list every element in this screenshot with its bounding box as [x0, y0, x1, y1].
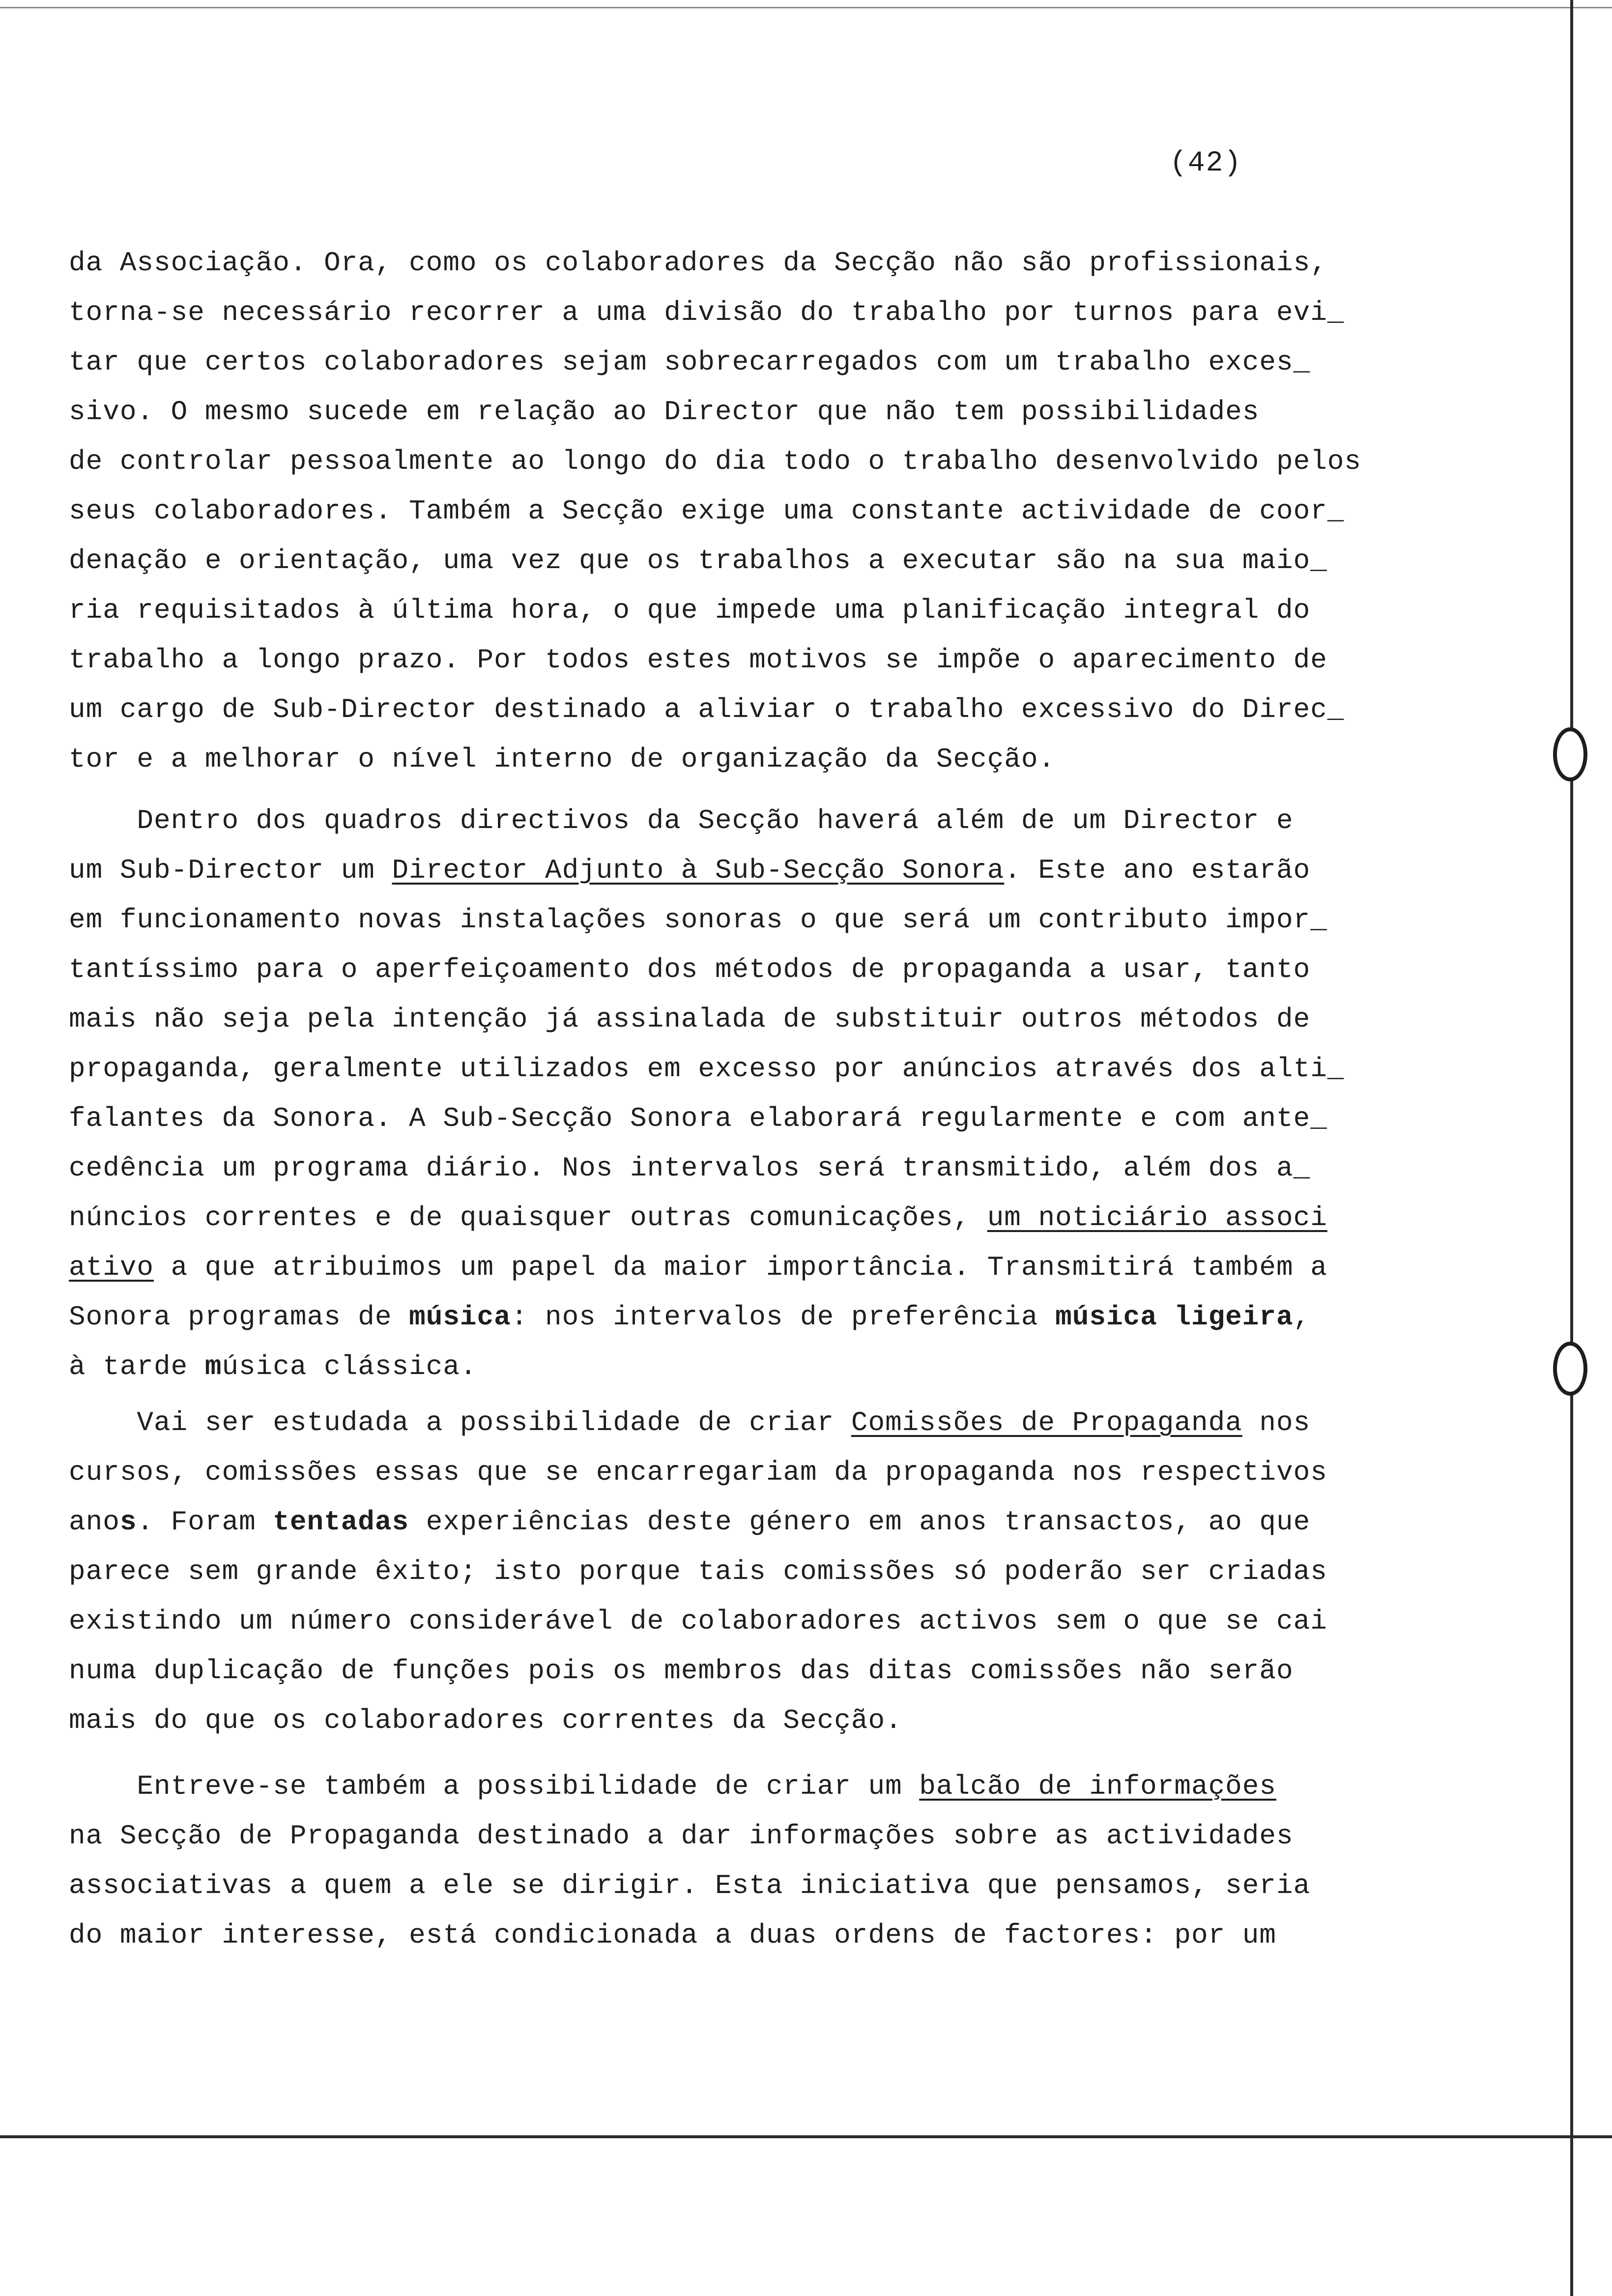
text-line — [69, 345, 1310, 379]
text-line — [69, 952, 1310, 987]
underlined-text: balcão de informações — [919, 1771, 1276, 1802]
text-line — [69, 853, 1310, 888]
text-run: tor e a melhorar o nível interno de organização da Secção. — [69, 744, 1056, 775]
text-line — [69, 1769, 1276, 1804]
text-line — [69, 903, 1327, 937]
text-line — [69, 1455, 1327, 1490]
text-run: mais não seja pela intenção já assinalada de substituir outros métodos de — [69, 1004, 1311, 1035]
text-run: tar que certos colaboradores sejam sobrecarregados com um trabalho exces_ — [69, 346, 1311, 378]
text-line — [69, 1554, 1327, 1589]
text-run: na Secção de Propaganda destinado a dar informações sobre as actividades — [69, 1820, 1294, 1852]
text-line — [69, 1349, 477, 1384]
text-run: cedência um programa diário. Nos intervalos será transmitido, além dos a_ — [69, 1152, 1311, 1184]
text-line — [69, 593, 1310, 628]
text-run: um Sub-Director um — [69, 855, 392, 886]
text-run: mais do que os colaboradores correntes da Secção. — [69, 1705, 902, 1736]
binder-edge-line — [1570, 0, 1573, 2296]
text-line — [69, 1868, 1310, 1903]
text-line — [69, 494, 1344, 528]
binder-hole-icon — [1553, 1342, 1587, 1396]
underlined-text: ativo — [69, 1252, 154, 1283]
text-line — [69, 1201, 1327, 1235]
bold-text: música ligeira — [1055, 1301, 1294, 1333]
underlined-text: Director Adjunto à Sub-Secção Sonora — [392, 855, 1005, 886]
underlined-text: Comissões de Propaganda — [851, 1407, 1242, 1438]
text-run: a que atribuimos um papel da maior importância. Transmitirá também a — [154, 1252, 1327, 1283]
text-run: em funcionamento novas instalações sonoras o que será um contributo impor_ — [69, 904, 1327, 936]
text-line — [69, 1918, 1276, 1952]
binder-hole-icon — [1553, 727, 1587, 781]
text-run: ria requisitados à última hora, o que impede uma planificação integral do — [69, 595, 1311, 626]
text-line — [69, 246, 1327, 280]
text-run: associativas a quem a ele se dirigir. Esta iniciativa que pensamos, seria — [69, 1870, 1311, 1901]
text-run: propaganda, geralmente utilizados em excesso por anúncios através dos alti_ — [69, 1053, 1345, 1085]
text-line — [69, 643, 1327, 677]
text-run: : nos intervalos de preferência — [511, 1301, 1056, 1333]
text-run: experiências deste género em anos transactos, ao que — [409, 1506, 1311, 1538]
text-run: Dentro dos quadros directivos da Secção haverá além de um Director e — [69, 805, 1294, 836]
text-line — [69, 804, 1294, 838]
text-line — [69, 1703, 902, 1738]
text-line — [69, 1052, 1344, 1086]
text-line — [69, 1654, 1294, 1688]
text-run: torna-se necessário recorrer a uma divisão do trabalho por turnos para evi_ — [69, 297, 1345, 328]
text-run: . Foram — [137, 1506, 273, 1538]
underlined-text: um noticiário associ — [987, 1202, 1327, 1234]
bold-text: música — [409, 1301, 511, 1333]
text-run: um cargo de Sub-Director destinado a aliviar o trabalho excessivo do Direc_ — [69, 694, 1345, 725]
text-line — [69, 1250, 1327, 1285]
text-run: Vai ser estudada a possibilidade de criar — [69, 1407, 851, 1438]
top-edge-line — [0, 7, 1612, 8]
text-line — [69, 444, 1361, 479]
text-run: tantíssimo para o aperfeiçoamento dos métodos de propaganda a usar, tanto — [69, 954, 1311, 985]
text-run: denação e orientação, uma vez que os trabalhos a executar são na sua maio_ — [69, 545, 1327, 576]
text-run: falantes da Sonora. A Sub-Secção Sonora elaborará regularmente e com ante_ — [69, 1103, 1327, 1134]
text-line — [69, 295, 1344, 330]
text-line — [69, 1819, 1294, 1853]
text-run: Sonora programas de — [69, 1301, 409, 1333]
text-run: existindo um número considerável de colaboradores activos sem o que se cai — [69, 1606, 1327, 1637]
text-run: . Este ano estarão — [1004, 855, 1311, 886]
bottom-edge-line — [0, 2135, 1612, 2138]
bold-text: m — [204, 1351, 222, 1382]
text-line — [69, 544, 1327, 578]
text-run: cursos, comissões essas que se encarregariam da propaganda nos respectivos — [69, 1457, 1327, 1488]
text-line — [69, 1151, 1310, 1185]
text-run: ano — [69, 1506, 120, 1538]
text-run: numa duplicação de funções pois os membros das ditas comissões não serão — [69, 1655, 1294, 1687]
text-run: parece sem grande êxito; isto porque tais comissões só poderão ser criadas — [69, 1556, 1327, 1587]
text-line — [69, 1300, 1310, 1334]
text-run: de controlar pessoalmente ao longo do dia todo o trabalho desenvolvido pelos — [69, 446, 1362, 477]
text-line — [69, 1002, 1310, 1036]
text-run: Entreve-se também a possibilidade de criar um — [69, 1771, 920, 1802]
text-line — [69, 1101, 1327, 1136]
text-run: da Associação. Ora, como os colaboradores da Secção não são profissionais, — [69, 247, 1327, 279]
text-run: , — [1293, 1301, 1311, 1333]
text-run: núncios correntes e de quaisquer outras comunicações, — [69, 1202, 987, 1234]
text-run: trabalho a longo prazo. Por todos estes motivos se impõe o aparecimento de — [69, 644, 1327, 676]
text-line — [69, 742, 1055, 776]
text-line — [69, 692, 1344, 727]
text-run: seus colaboradores. Também a Secção exige uma constante actividade de coor_ — [69, 495, 1345, 527]
text-line — [69, 1505, 1310, 1539]
text-line — [69, 1604, 1327, 1638]
text-run: nos — [1242, 1407, 1311, 1438]
text-run: do maior interesse, está condicionada a duas ordens de factores: por um — [69, 1920, 1276, 1951]
text-run: sivo. O mesmo sucede em relação ao Director que não tem possibilidades — [69, 396, 1260, 428]
text-run: à tarde — [69, 1351, 205, 1382]
bold-text: tentadas — [273, 1506, 409, 1538]
text-run: úsica clássica. — [222, 1351, 477, 1382]
text-line — [69, 395, 1259, 429]
bold-text: s — [119, 1506, 137, 1538]
page-number: (42) — [1170, 147, 1242, 179]
text-line — [69, 1406, 1310, 1440]
